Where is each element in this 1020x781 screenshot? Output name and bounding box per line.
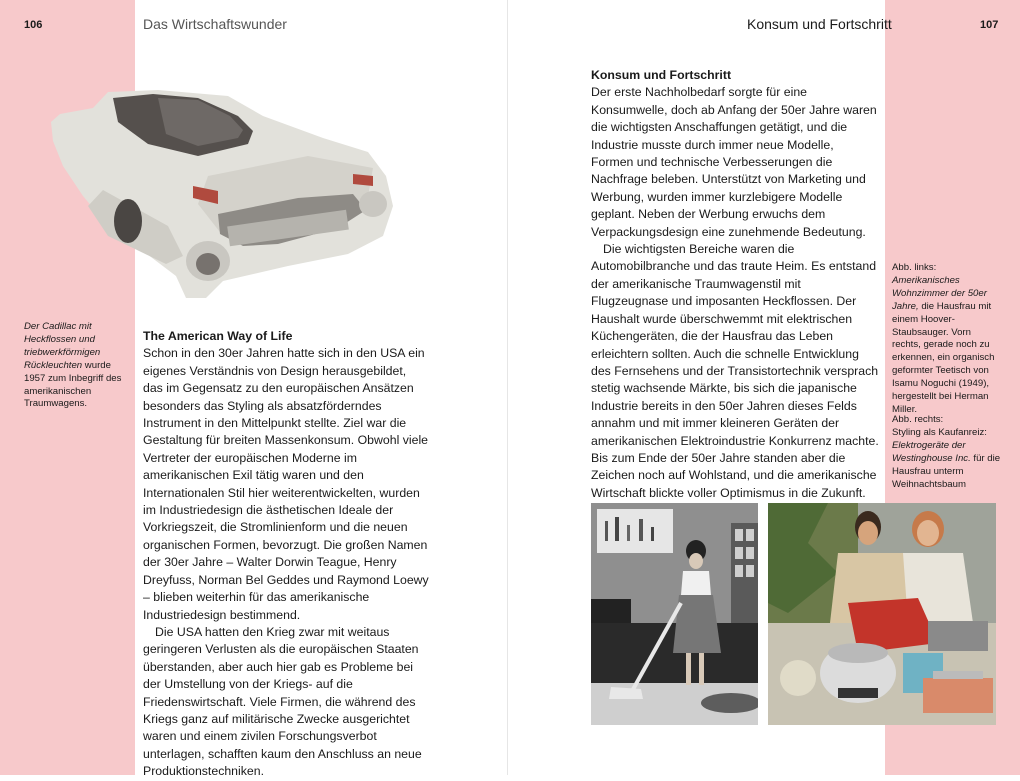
left-body-text — [143, 328, 429, 781]
living-room-caption-italic: Amerikanisches Wohnzimmer der 50er Jahre, — [892, 274, 987, 312]
right-running-head: Konsum und Fortschritt — [747, 16, 892, 32]
konsum-paragraph-1: Der erste Nachholbedarf sorgte für eine Konsumwelle, doch ab Anfang der 50er Jahre waren die wichtigsten Anschaffungen getätigt, und die Industrie musste durch immer neue Modelle, Formen und technische Verbesserungen die Nachfrage beleben. Unterstützt von Marketing und Werbung, wurden immer kurzlebigere Modelle geplant. Neben der Werbung erwuchs dem Verpackungsdesign eine zunehmende Bedeutung. — [591, 85, 877, 239]
left-running-head: Das Wirtschaftswunder — [143, 16, 287, 32]
right-body-text — [591, 67, 879, 502]
american-way-paragraph-1: Schon in den 30er Jahren hatte sich in den USA ein eigenes Verständnis von Design herausgebildet, das im Gegensatz zu den europäischen Ansätzen besonders das Styling als absatzförderndes Instrument in den Mittelpunkt stellte. Ziel war die Gestaltung für breiten Massenkonsum. Obwohl viele Vertreter der europäischen Moderne im amerikanischen Exil tätig waren und den Internationalen Stil hier weiterentwickelten, wurden im Industriedesign die ästhetischen Ideale der Vorkriegszeit, die Stromlinienform und die neuen organischen Formen, bevorzugt. Die großen Namen der 30er Jahre – Walter Dorwin Teague, Henry Dreyfuss, Norman Bel Geddes und Raymond Loewy – blieben weiterhin für das amerikanische Industriedesign bestimmend. — [143, 346, 429, 622]
cadillac-caption-plain: wurde 1957 zum Inbegriff des amerikanischen Traumwagens. — [24, 359, 122, 410]
appliances-caption-label: Abb. rechts: — [892, 414, 944, 425]
konsum-heading: Konsum und Fortschritt — [591, 68, 732, 82]
american-way-heading: The American Way of Life — [143, 329, 293, 343]
living-room-caption — [892, 262, 1002, 417]
living-room-caption-label: Abb. links: — [892, 262, 937, 273]
appliances-caption-italic: Elektrogeräte der Westinghouse Inc. — [892, 439, 971, 464]
appliances-caption — [892, 414, 1002, 491]
appliances-caption-plain-2: für die Hausfrau unterm Weihnachtsbaum — [892, 452, 1001, 490]
cadillac-caption — [24, 321, 132, 411]
left-page-number: 106 — [24, 19, 43, 31]
living-room-caption-plain: die Hausfrau mit einem Hoover-Staubsauger. Vorn rechts, gerade noch zu erkennen, ein organisch geformter Teetisch von Isamu Noguchi (1949), hergestellt bei Herman Miller. — [892, 300, 995, 415]
american-way-paragraph-2: Die USA hatten den Krieg zwar mit weitaus geringeren Verlusten als die europäischen Staaten überstanden, aber auch hier gab es Probleme bei der Umstellung von der Kriegs- auf die Friedenswirtschaft. Viele Firmen, die während des Kriegs ganz auf militärische Zwecke ausgerichtet waren und einem zivilen Forschungsverbot unterlagen, schafften kaum den Anschluss an neue Produktionstechniken. — [143, 624, 422, 779]
appliances-caption-plain-1: Styling als Kaufanreiz: — [892, 426, 987, 438]
cadillac-caption-italic: Der Cadillac mit Heckflossen und triebwerkförmigen Rückleuchten — [24, 321, 101, 371]
konsum-paragraph-2: Die wichtigsten Bereiche waren die Automobilbranche und das traute Heim. Es entstand der amerikanische Traumwagenstil mit Flugzeugnase und imposanten Heckflossen. Der Haushalt wurde überschwemmt mit elektrischen Küchengeräten, die der Hausfrau das Leben erleichtern sollten. Auch die schnelle Entwicklung des Fernsehens und der Transistortechnik versprach stetig wachsende Märkte, bis sich die japanische Industrie bereits in den 50er Jahren dieses Felds annahm und mit immer kleineren Geräten der amerikanischen Elektroindustrie Konkurrenz machte. Bis zum Ende der 50er Jahre standen aber die Zeichen noch auf Wohlstand, und die amerikanische Wirtschaft blickte voller Optimismus in die Zukunft. — [591, 242, 879, 500]
cadillac-photo — [48, 86, 398, 304]
living-room-photo — [591, 503, 758, 725]
appliances-photo — [768, 503, 996, 725]
right-page-number: 107 — [980, 19, 999, 31]
book-gutter — [507, 0, 508, 775]
